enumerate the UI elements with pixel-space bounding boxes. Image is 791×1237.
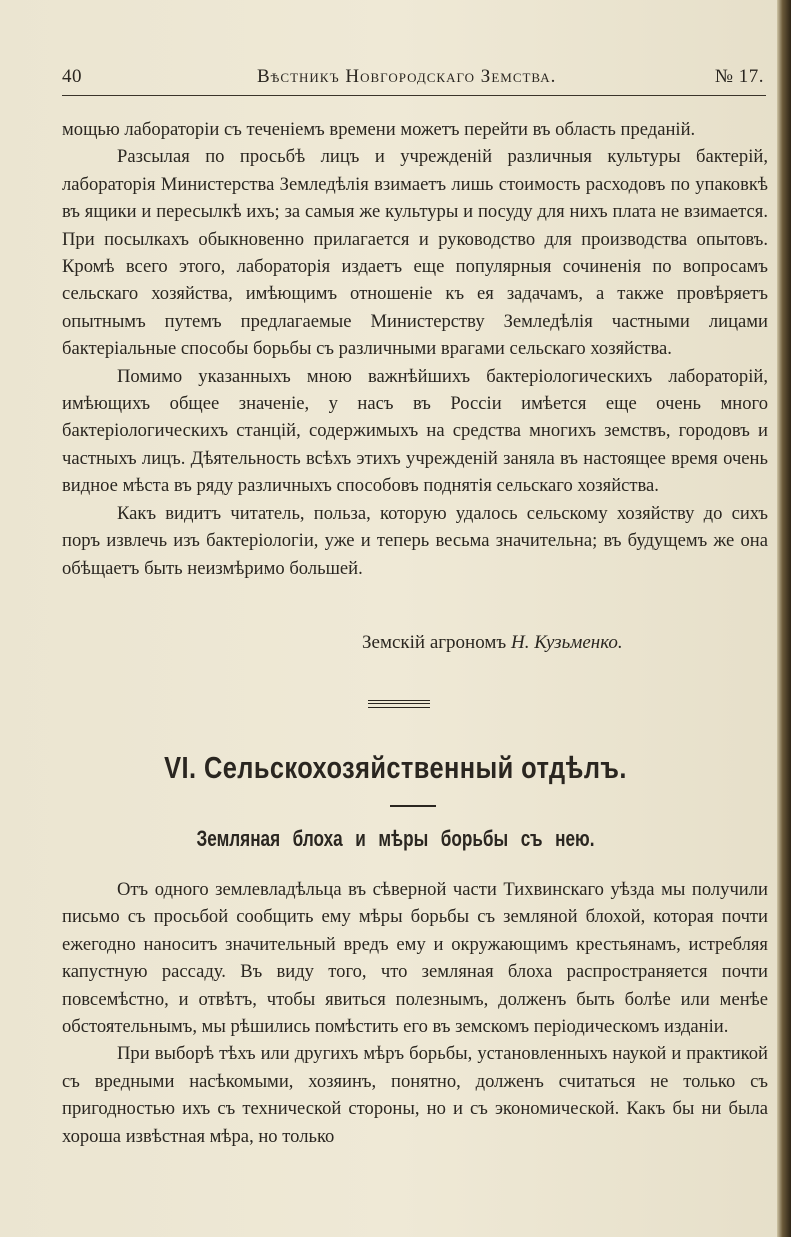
page-number: 40 — [62, 66, 82, 87]
author-signature — [362, 632, 623, 654]
author-name: Н. Кузьменко. — [510, 632, 623, 653]
paragraph: При выборѣ тѣхъ или другихъ мѣръ борьбы, установленныхъ наукой и практикой съ вредными насѣкомыми, хозяинъ, понятно, долженъ считаться не только съ пригодностью ихъ съ технической стороны, но и съ экономической. Какъ бы ни была хороша извѣстная мѣра, но только — [62, 1043, 768, 1147]
heading-rule — [390, 805, 436, 807]
paragraph: Помимо указанныхъ мною важнѣйшихъ бактеріологическихъ лабораторій, имѣющихъ общее значеніе, у насъ въ Россіи имѣется еще очень много бактеріологическихъ станцій, содержимыхъ на средства многихъ земствъ, городовъ и частныхъ лицъ. Дѣятельность всѣхъ этихъ учрежденій заняла въ настоящее время очень видное мѣста въ ряду различныхъ способовъ поднятія сельскаго хозяйства. — [62, 365, 768, 497]
header-rule — [62, 95, 766, 96]
author-role: Земскій агрономъ — [362, 632, 507, 653]
book-spine-edge — [777, 0, 791, 1237]
section-heading: VI. Сельскохозяйственный отдѣлъ. — [164, 750, 627, 785]
paragraph: Какъ видитъ читатель, польза, которую удалось сельскому хозяйству до сихъ поръ извлечь изъ бактеріологіи, уже и теперь весьма значительна; въ будущемъ же она обѣщаетъ быть неизмѣримо большей. — [62, 502, 768, 579]
section-divider — [368, 700, 430, 708]
paragraph: Разсылая по просьбѣ лицъ и учрежденій различныя культуры бактерій, лабораторія Министерства Земледѣлія взимаетъ лишь стоимость расходовъ по упаковкѣ въ ящики и пересылкѣ ихъ; за самыя же культуры и посуду для нихъ плата не взимается. При посылкахъ обыкновенно прилагается и руководство для производства опытовъ. Кромѣ всего этого, лабораторія издаетъ еще популярныя сочиненія по вопросамъ сельскаго хозяйства, имѣющимъ отношеніе къ ея задачамъ, а также провѣряетъ опытнымъ путемъ предлагаемые Министерству Земледѣлія частными лицами бактеріальные способы борьбы съ различными врагами сельскаго хозяйства. — [62, 146, 768, 360]
journal-title: Вѣстникъ Новгородскаго Земства. — [257, 66, 557, 87]
article-heading: Земляная блоха и мѣры борьбы съ нею. — [196, 826, 595, 851]
paragraph: мощью лабораторіи съ теченіемъ времени можетъ перейти въ область преданій. — [62, 119, 696, 140]
article-body — [62, 876, 768, 1150]
running-header — [62, 66, 766, 94]
issue-number: № 17. — [714, 66, 764, 87]
paragraph: Отъ одного землевладѣльца въ сѣверной части Тихвинскаго уѣзда мы получили письмо съ просьбой сообщить ему мѣры борьбы съ земляной блохой, которая почти ежегодно наноситъ значительный вредъ ему и окружающимъ крестьянамъ, истребляя капустную рассаду. Въ виду того, что земляная блоха распространяется почти повсемѣстно, и отвѣтъ, чтобы явиться полезнымъ, долженъ быть болѣе или менѣе обстоятельнымъ, мы рѣшились помѣстить его въ земскомъ періодическомъ изданіи. — [62, 879, 768, 1038]
article-continuation — [62, 116, 768, 582]
